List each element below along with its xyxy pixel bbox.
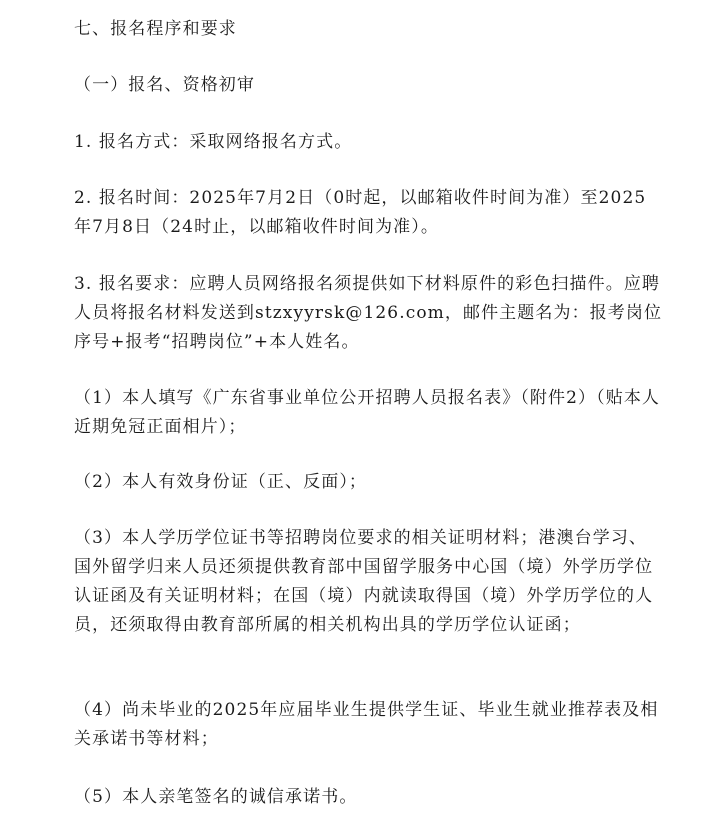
item-integrity-pledge: （5）本人亲笔签名的诚信承诺书。 — [74, 787, 358, 807]
item-graduate-materials: （4）尚未毕业的2025年应届毕业生提供学生证、毕业生就业推荐表及相关承诺书等材料； — [74, 700, 659, 749]
section-heading: 七、报名程序和要求 — [74, 19, 237, 39]
item-registration-requirements: 3. 报名要求：应聘人员网络报名须提供如下材料原件的彩色扫描件。应聘人员将报名材料发送到stzxyyrsk@126.com，邮件主题名为：报考岗位序号+报考“招聘岗位”+本人姓名。 — [74, 274, 663, 352]
item-registration-time: 2. 报名时间：2025年7月2日（0时起，以邮箱收件时间为准）至2025年7月8日（24时止，以邮箱收件时间为准）。 — [74, 188, 647, 237]
item-registration-form: （1）本人填写《广东省事业单位公开招聘人员报名表》（附件2）（贴本人近期免冠正面相片）； — [74, 388, 661, 437]
item-education-certificates: （3）本人学历学位证书等招聘岗位要求的相关证明材料；港澳台学习、国外留学归来人员还须提供教育部中国留学服务中心国（境）外学历学位认证函及有关证明材料；在国（境）内就读取得国（境）外学历学位的人员，还须取得由教育部所属的相关机构出具的学历学位认证函； — [74, 528, 654, 635]
item-registration-method: 1. 报名方式：采取网络报名方式。 — [74, 132, 353, 152]
subsection-heading: （一）报名、资格初审 — [74, 75, 255, 95]
item-id-card: （2）本人有效身份证（正、反面）； — [74, 472, 368, 492]
